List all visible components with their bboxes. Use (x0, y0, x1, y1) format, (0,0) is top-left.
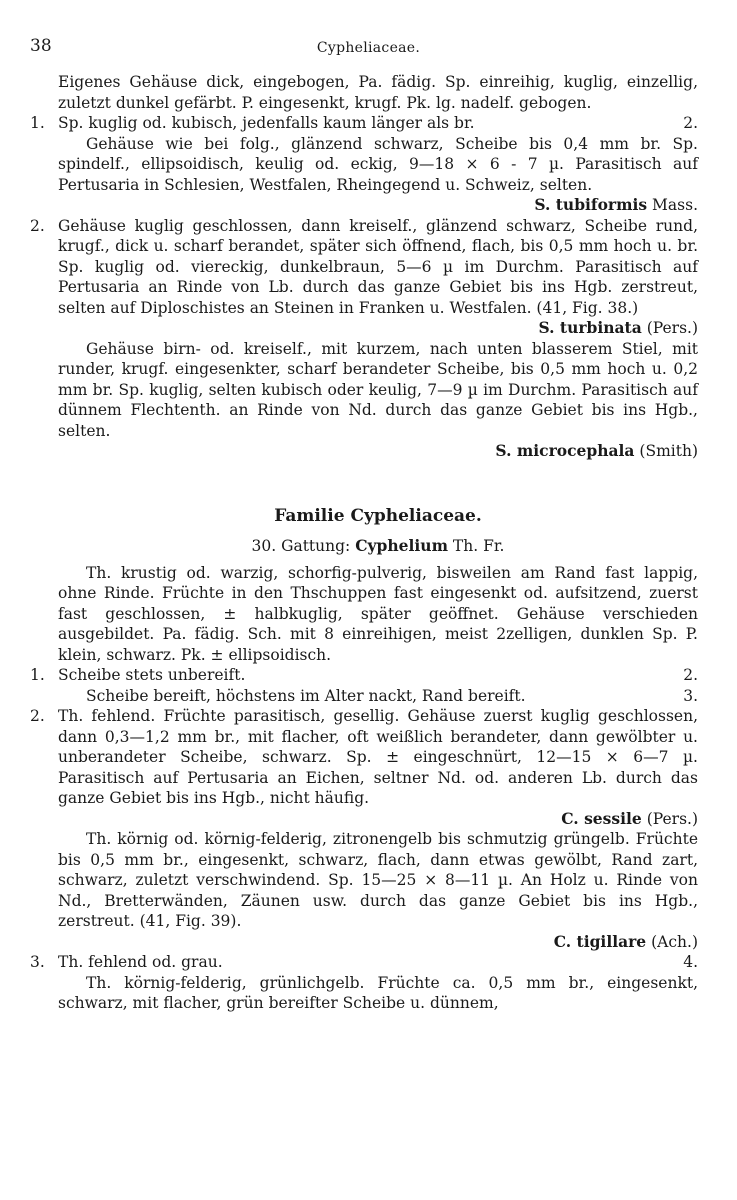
key-number: 2. (30, 216, 45, 235)
species-name: S. microcephala (495, 441, 635, 460)
family-heading: Familie Cypheliaceae. (274, 505, 482, 526)
key-text: Sp. kuglig od. kubisch, jedenfalls kaum länger als br. (58, 114, 475, 132)
key-text: Th. fehlend od. grau. (58, 953, 223, 971)
species-author: (Smith) (639, 442, 698, 460)
genus-author: Th. Fr. (452, 537, 505, 555)
genus-description: Th. krustig od. warzig, schorfig-pulverig, bisweilen am Rand fast lappig, ohne Rinde. Früchte in den Thschuppen fast eingesenkt od. aufsitzend, zuerst fast geschlossen, ± halbkuglig, später geöffnet. Gehäuse verschieden ausgebildet. Pa. fädig. Sch. mit 8 einreihigen, meist 2zelligen, dunklen Sp. P. klein, schwarz. Pk. ± ellipsoidisch. (58, 563, 698, 664)
key-alternative-text: Gehäuse wie bei folg., glänzend schwarz, Scheibe bis 0,4 mm br. Sp. spindelf., ellipsoidisch, keulig od. eckig, 9—18 × 6 - 7 µ. Parasitisch auf Pertusaria in Schlesien, Westfalen, Rheingegend u. Schweiz, selten. S. tubiformis Mass. (58, 134, 698, 214)
species-name-line (58, 318, 698, 339)
genus-key-entry-3 (30, 952, 698, 973)
species-author: Mass. (652, 196, 698, 214)
key-text: Scheibe stets unbereift. (58, 666, 246, 684)
key-lead (58, 952, 698, 973)
key-number: 1. (30, 114, 45, 132)
genus-key-entry-1 (30, 665, 698, 686)
page-content (30, 72, 698, 1014)
species-author: (Pers.) (646, 319, 698, 337)
species-name-line (58, 932, 698, 953)
species-name-line (58, 441, 698, 462)
key-text: Scheibe bereift, höchstens im Alter nackt, Rand bereift. (86, 686, 526, 705)
running-title: Cypheliaceae. (316, 40, 421, 56)
key-lead (58, 665, 698, 686)
key-text: Gehäuse kuglig geschlossen, dann kreiself., glänzend schwarz, Scheibe rund, krugf., dick u. scharf berandet, später sich öffnend, flach, bis 0,5 mm hoch u. br. Sp. kuglig od. viereckig, dunkelbraun, 5—6 µ im Durchm. Parasitisch auf Pertusaria an Rinde von Lb. durch das ganze Gebiet bis ins Hgb. zerstreut, selten auf Diploschistes an Steinen in Franken u. Westfalen. (41, Fig. 38.) (58, 216, 698, 317)
key-alternative-text: Th. körnig od. körnig-felderig, zitronengelb bis schmutzig grüngelb. Früchte bis 0,5 mm br., eingesenkt, schwarz, flach, dann etwas gewölbt, Rand zart, schwarz, zuletzt verschwindend. Sp. 15—25 × 8—11 µ. An Holz u. Rinde von Nd., Bretterwänden, Zäunen usw. durch das ganze Gebiet bis ins Hgb., zerstreut. (41, Fig. 39). C. tigillare (Ach.) (58, 830, 698, 951)
key-entry-1-alternative (58, 134, 698, 216)
species-name-line (58, 195, 698, 216)
key-reference: 3. (683, 686, 698, 705)
page-number: 38 (30, 36, 52, 56)
genus-key-entry-3-alternative (58, 973, 698, 1014)
genus-key-entry-2 (30, 706, 698, 829)
running-head (30, 36, 707, 58)
species-name: C. tigillare (553, 931, 647, 951)
species-name-line (58, 809, 698, 830)
genus-prefix: 30. Gattung: (251, 537, 351, 555)
key-reference: 2. (683, 114, 698, 132)
key-number: 1. (30, 666, 45, 684)
genus-key-entry-1-alternative (58, 686, 698, 707)
key-reference: 2. (683, 666, 698, 684)
key-text: Th. fehlend. Früchte parasitisch, gesellig. Gehäuse zuerst kuglig geschlossen, dann 0,3—1,2 mm br., mit flacher, oft weißlich berandeter, dann gewölbter u. unberandeter Scheibe, schwarz. Sp. ± eingeschnürt, 12—15 × 6—7 µ. Parasitisch auf Pertusaria an Eichen, seltner Nd. od. anderen Lb. durch das ganze Gebiet bis ins Hgb., nicht häufig. C. sessile (Pers.) (58, 707, 698, 828)
genus-name: Cyphelium (355, 536, 448, 555)
species-name: S. tubiformis (534, 195, 648, 214)
genus-heading (58, 536, 698, 557)
species-name: S. turbinata (538, 318, 642, 337)
key-number: 2. (30, 707, 45, 725)
key-alternative-text: Th. körnig-felderig, grünlichgelb. Früchte ca. 0,5 mm br., eingesenkt, schwarz, mit flacher, grün bereifter Scheibe u. dünnem, (58, 973, 698, 1012)
key-alternative-text: Gehäuse birn- od. kreiself., mit kurzem, nach unten blasserem Stiel, mit runder, krugf. eingesenkter, scharf berandeter Scheibe, bis 0,5 mm hoch u. 0,2 mm br. Sp. kuglig, selten kubisch oder keulig, 7—9 µ im Durchm. Parasitisch auf dünnem Flechtenth. an Rinde von Nd. durch das ganze Gebiet bis ins Hgb., selten. (58, 339, 698, 440)
key-entry-2-alternative (58, 339, 698, 462)
species-author: (Pers.) (646, 809, 698, 828)
species-name: C. sessile (561, 808, 642, 828)
key-entry-1 (30, 113, 698, 134)
key-number: 3. (30, 953, 45, 971)
key-lead (58, 113, 698, 134)
key-reference: 4. (683, 953, 698, 971)
key-entry-2 (30, 216, 698, 339)
key-lead (58, 686, 698, 707)
genus-key-entry-2-alternative (58, 829, 698, 952)
intro-paragraph: Eigenes Gehäuse dick, eingebogen, Pa. fädig. Sp. einreihig, kuglig, einzellig, zuletzt dunkel gefärbt. P. eingesenkt, krugf. Pk. lg. nadelf. gebogen. (58, 73, 698, 112)
species-author: (Ach.) (651, 932, 698, 951)
